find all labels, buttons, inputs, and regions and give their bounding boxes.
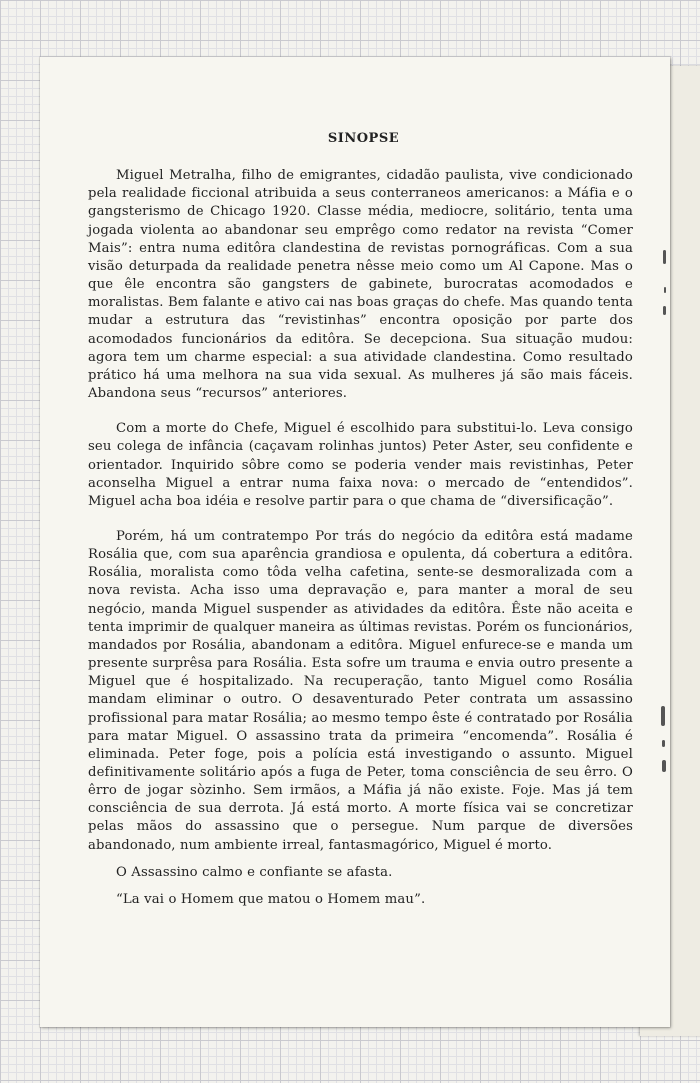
paragraph-gap — [88, 511, 633, 528]
binding-mark — [663, 250, 666, 264]
paragraph-gap — [88, 882, 633, 891]
paragraph-4: O Assassino calmo e confiante se afasta. — [116, 864, 393, 880]
paragraph-3: Porém, há um contratempo Por trás do negócio da editôra está madame Rosália que, com sua aparência grandiosa e opulenta, dá cobertura a editôra. Rosália, moralista como tôda velha cafetina, sente-se desmoralizada com a nova revista. Acha isso uma depravação e, para manter a moral de seu negócio, manda Miguel suspender as atividades da editôra. Êste não aceita e tenta imprimir de qualquer maneira as últimas revistas. Porém os funcionários, mandados por Rosália, abandonam a editôra. Miguel enfurece-se e manda um presente surprêsa para Rosália. Esta sofre um trauma e envia outro presente a Miguel que é hospitalizado. Na recuperação, tanto Miguel como Rosália mandam eliminar o outro. O desaventurado Peter contrata um assassino profissional para matar Rosália; ao mesmo tempo êste é contratado por Rosália para matar Miguel. O assassino trata da primeira “encomenda”. Rosália é eliminada. Peter foge, pois a polícia está investigando o assunto. Miguel definitivamente solitário após a fuga de Peter, toma consciência de seu êrro. O êrro de jogar sòzinho. Sem irmãos, a Máfia já não existe. Foje. Mas já tem consciência de sua derrota. Já está morto. A morte física vai se concretizar pelas mãos do assassino que o persegue. Num parque de diversões abandonado, num ambiente irreal, fantasmagórico, Miguel é morto. — [88, 528, 633, 853]
paragraph-gap — [88, 403, 633, 420]
page-content — [88, 130, 633, 909]
paragraph-2: Com a morte do Chefe, Miguel é escolhido para substitui-lo. Leva consigo seu colega de infância (caçavam rolinhas juntos) Peter Aster, seu confidente e orientador. Inquirido sôbre como se poderia vender mais revistinhas, Peter aconselha Miguel a entrar numa faixa nova: o mercado de “entendidos”. Miguel acha boa idéia e resolve partir para o que chama de “diversificação”. — [88, 421, 633, 509]
binding-mark — [662, 740, 665, 747]
paragraph-5: “La vai o Homem que matou o Homem mau”. — [116, 891, 426, 907]
paragraph-1: Miguel Metralha, filho de emigrantes, cidadão paulista, vive condicionado pela realidade ficcional atribuida a seus conterraneos americanos: a Máfia e o gangsterismo de Chicago 1920. Classe média, mediocre, solitário, tenta uma jogada violenta ao abandonar seu emprêgo como redator na revista “Comer Mais”: entra numa editôra clandestina de revistas pornográficas. Com a sua visão deturpada da realidade penetra nêsse meio como um Al Capone. Mas o que êle encontra são gangsters de gabinete, burocratas acomodados e moralistas. Bem falante e ativo cai nas boas graças do chefe. Mas quando tenta mudar a estrutura das “revistinhas” encontra oposição por parte dos acomodados funcionários da editôra. Se decepciona. Sua situação mudou: agora tem um charme especial: a sua atividade clandestina. Como resultado prático há uma melhora na sua vida sexual. As mulheres já são mais fáceis. Abandona seus “recursos” anteriores. — [88, 168, 633, 402]
binding-mark — [662, 760, 666, 772]
paragraph-gap — [88, 855, 633, 864]
binding-mark — [664, 287, 666, 293]
binding-mark — [661, 706, 665, 726]
binding-mark — [663, 306, 666, 315]
document-page — [40, 57, 670, 1027]
page-title: SINOPSE — [327, 131, 400, 146]
